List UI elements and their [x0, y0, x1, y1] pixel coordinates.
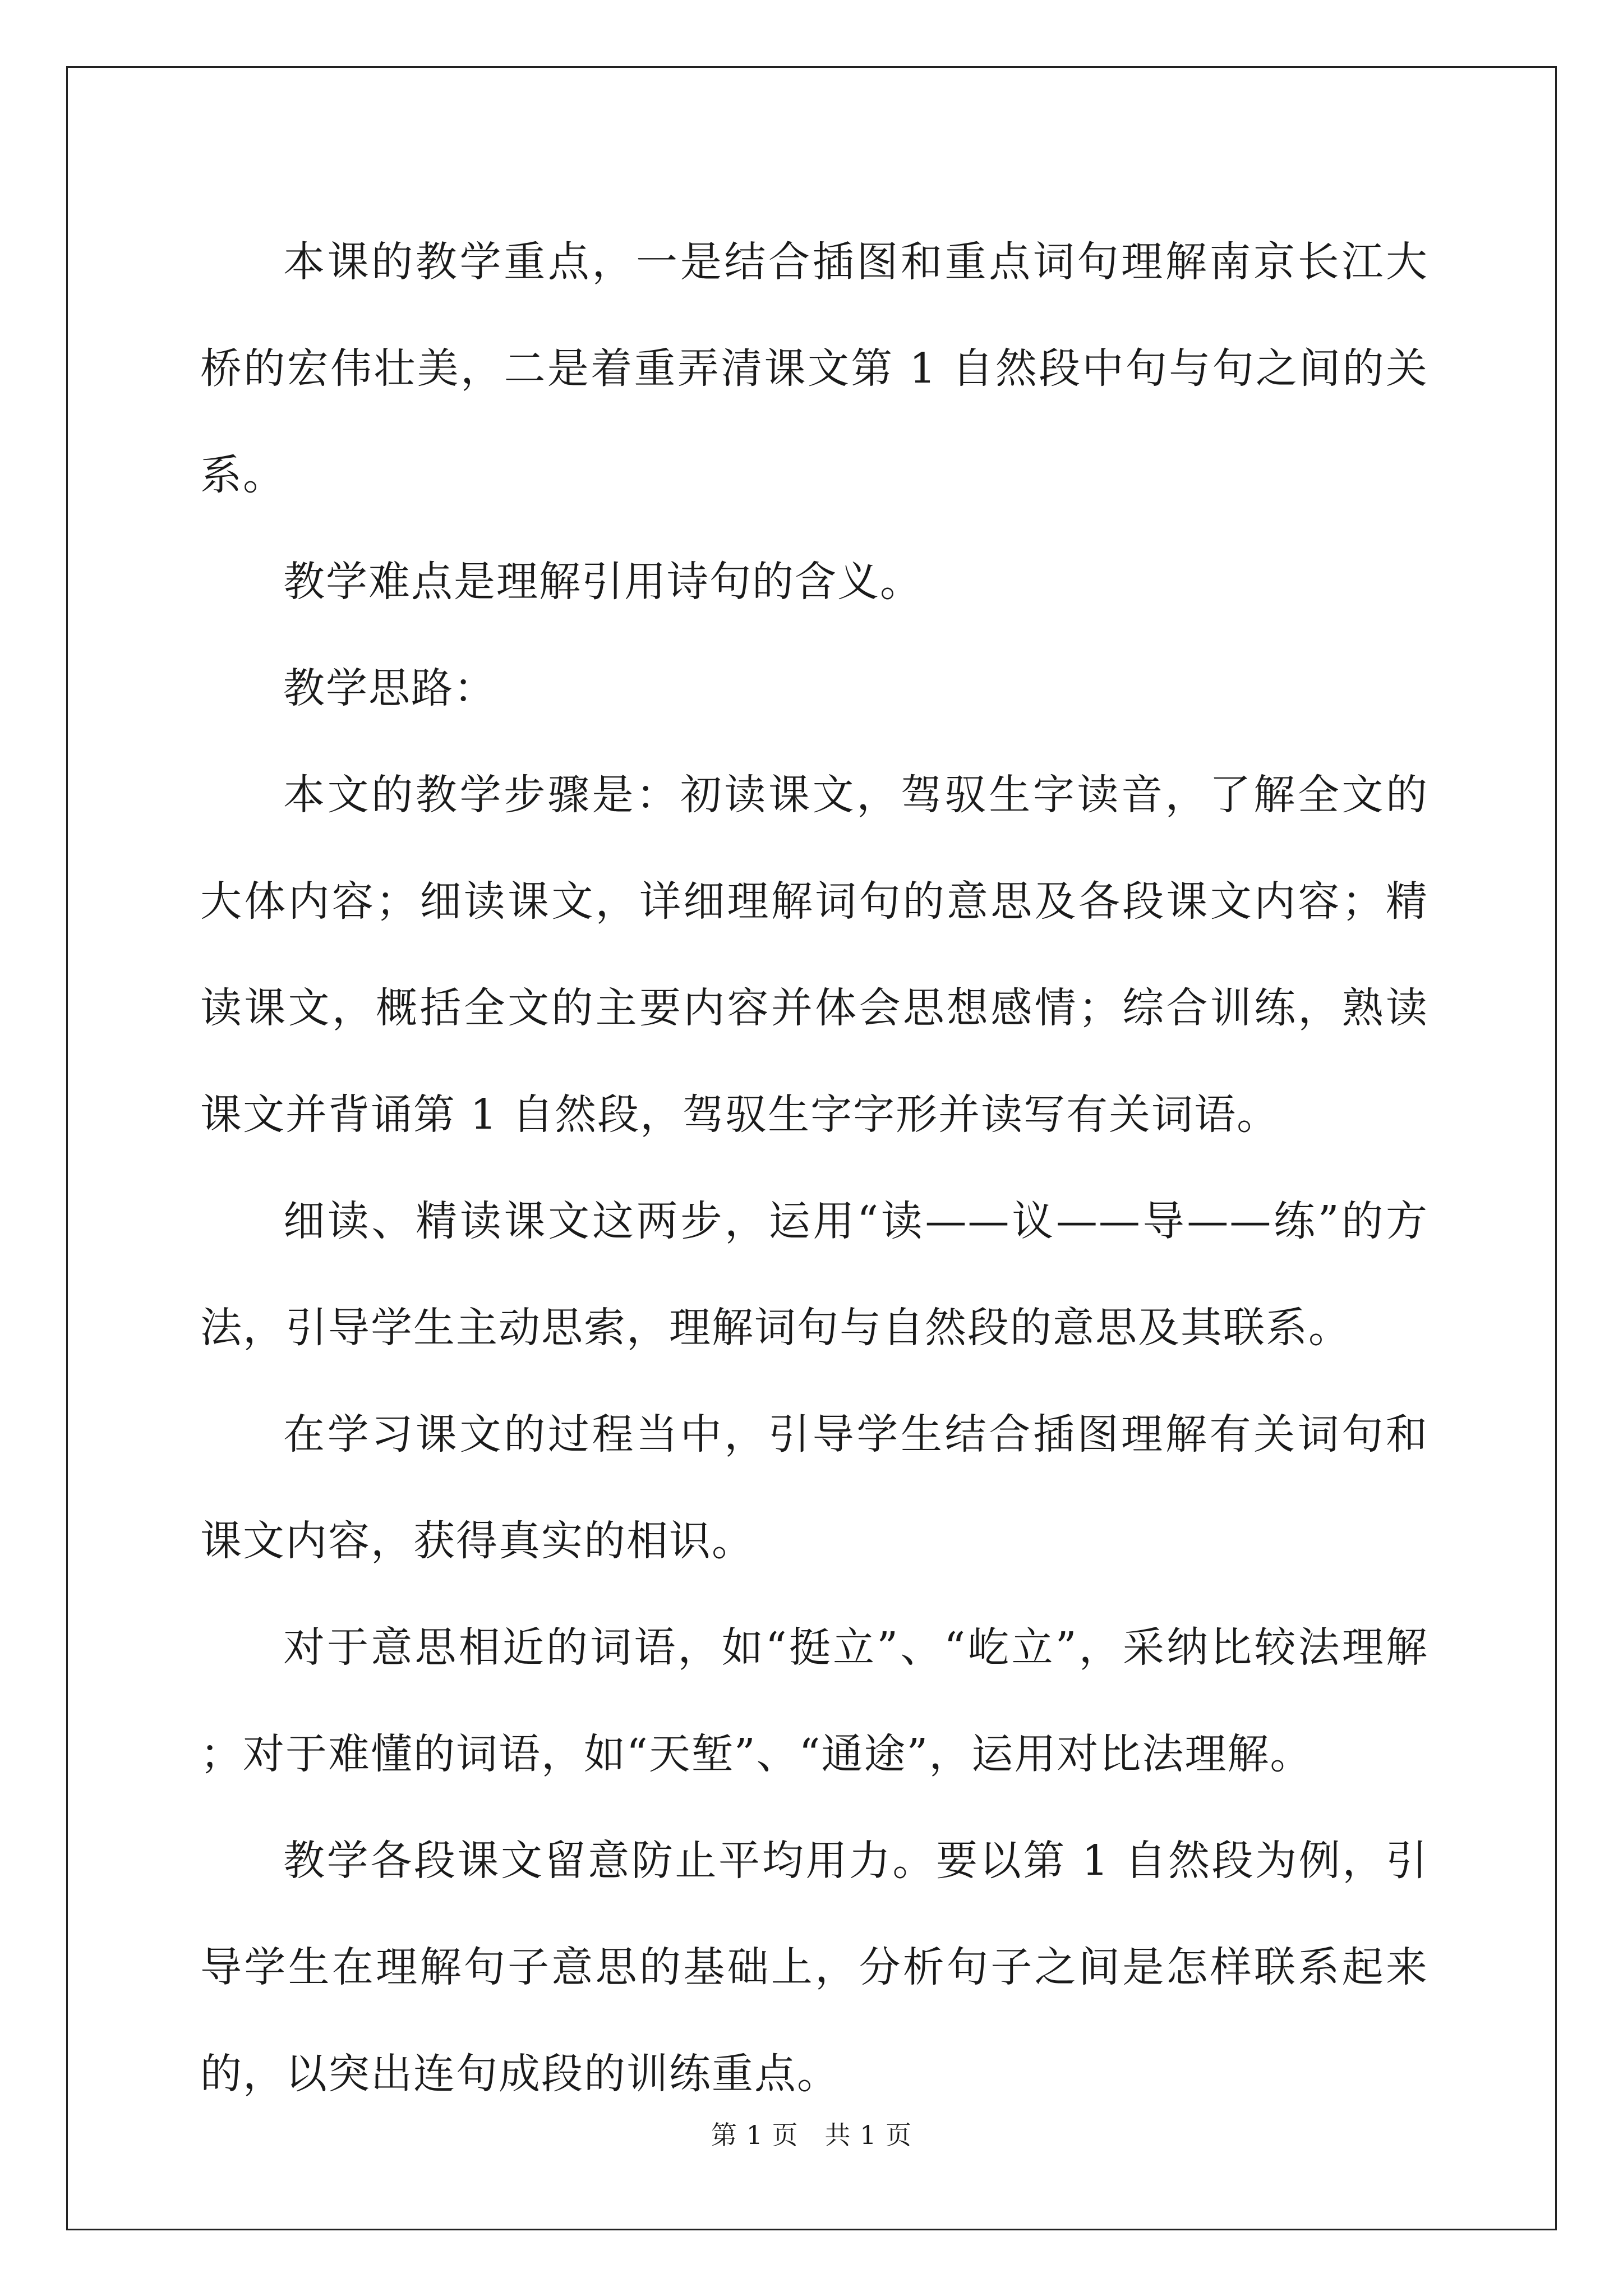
paragraph-teaching-approach-heading: 教学思路：: [283, 664, 496, 712]
paragraph-paragraph-training: 教学各段课文留意防止平均用力。要以第 1 自然段为例，引导学生在理解句子意思的基础上，分析句子之间是怎样联系起来的，以突出连句成段的训练重点。: [200, 1837, 1428, 2098]
paragraph-reading-method: 细读、精读课文这两步，运用“读——议——导——练”的方法，引导学生主动思索，理解词句与自然段的意思及其联系。: [200, 1197, 1428, 1352]
page-number-footer: 第 1 页 共 1 页: [711, 2120, 912, 2150]
paragraph-teaching-difficulty: 教学难点是理解引用诗句的含义。: [283, 558, 923, 606]
paragraph-vocabulary-method: 对于意思相近的词语，如“挺立”、“屹立”，采纳比较法理解；对于难懂的词语，如“天堑”、“通途”，运用对比法理解。: [200, 1623, 1428, 1778]
paragraph-teaching-focus: 本课的教学重点，一是结合插图和重点词句理解南京长江大桥的宏伟壮美，二是着重弄清课文第 1 自然段中句与句之间的关系。: [200, 238, 1428, 499]
document-body: [200, 209, 1428, 2127]
paragraph-teaching-steps: 本文的教学步骤是：初读课文，驾驭生字读音，了解全文的大体内容；细读课文，详细理解词句的意思及各段课文内容；精读课文，概括全文的主要内容并体会思想感情；综合训练，熟读课文并背诵第 1 自然段，驾驭生字字形并读写有关词语。: [200, 771, 1428, 1139]
paragraph-illustration-guidance: 在学习课文的过程当中，引导学生结合插图理解有关词句和课文内容，获得真实的相识。: [200, 1410, 1428, 1565]
